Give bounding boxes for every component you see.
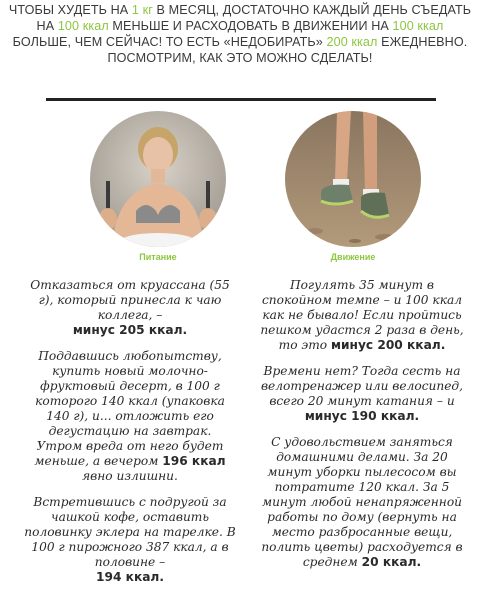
highlight-100kcal: 100 ккал [392, 19, 444, 33]
nutrition-photo [90, 111, 226, 247]
intro-text [6, 2, 474, 66]
nutrition-tip-eclair [24, 495, 236, 585]
movement-caption: Движение [330, 252, 376, 262]
tip-text: Погулять 35 минут в спокойном темпе – и 100 ккал как не бывало! Если пройтись пешком удастся 2 раза в день, то это [260, 278, 464, 352]
intro-text-part: НА [36, 19, 58, 33]
calorie-value: 194 ккал. [95, 570, 164, 584]
tip-text: явно излишни. [82, 469, 178, 483]
movement-column [256, 278, 468, 581]
nutrition-tip-dessert [24, 349, 236, 484]
nutrition-caption: Питание [139, 252, 177, 262]
nutrition-column [24, 278, 236, 596]
intro-text-part: БОЛЬШЕ, ЧЕМ СЕЙЧАС! ТО ЕСТЬ «НЕДОБИРАТЬ» [12, 35, 327, 49]
movement-photo [285, 111, 421, 247]
movement-tip-cycling [256, 364, 468, 424]
tip-text: Встретившись с подругой за чашкой кофе, оставить половинку эклера на тарелке. В 100 г пирожного 387 ккал, а в половине – [24, 495, 236, 569]
intro-line-3 [6, 34, 474, 50]
calorie-value: минус 190 ккал. [304, 409, 420, 423]
highlight-100kcal: 100 ккал [57, 19, 109, 33]
calorie-value: минус 200 ккал. [331, 338, 446, 352]
intro-text-part: В МЕСЯЦ, ДОСТАТОЧНО КАЖДЫЙ ДЕНЬ СЪЕДАТЬ [152, 3, 472, 17]
intro-text-part: ЧТОБЫ ХУДЕТЬ НА [8, 3, 132, 17]
intro-text-part: МЕНЬШЕ И РАСХОДОВАТЬ В ДВИЖЕНИИ НА [108, 19, 393, 33]
intro-line-2 [6, 18, 474, 34]
nutrition-tip-croissant [24, 278, 236, 338]
calorie-value: минус 205 ккал. [72, 323, 188, 337]
section-divider [46, 98, 436, 101]
calorie-value: 196 ккал [162, 454, 226, 468]
intro-line-4: ПОСМОТРИМ, КАК ЭТО МОЖНО СДЕЛАТЬ! [107, 51, 373, 65]
woman-with-cutlery-image [90, 111, 226, 247]
intro-text-part: ЕЖЕДНЕВНО. [377, 35, 468, 49]
tip-text: Времени нет? Тогда сесть на велотренажер или велосипед, всего 20 минут катания – и [260, 364, 464, 408]
running-legs-image [285, 111, 421, 247]
highlight-1kg: 1 кг [131, 3, 153, 17]
intro-line-1 [6, 2, 474, 18]
highlight-200kcal: 200 ккал [326, 35, 378, 49]
calorie-value: 20 ккал. [361, 555, 422, 569]
tip-text: Поддавшись любопытству, купить новый молочно-фруктовый десерт, в 100 г которого 140 ккал (упаковка 140 г), и... отложить его дегустацию на завтрак. Утром вреда от него будет меньше, а вечером [34, 349, 225, 468]
movement-tip-housework [256, 435, 468, 570]
movement-tip-walking [256, 278, 468, 353]
tip-text: С удовольствием заняться домашними делами. За 20 минут уборки пылесосом вы потратите 120 ккал. За 5 минут любой ненапряженной работы по дому (вернуть на место разбросанные вещи, полить цветы) расходуется в среднем [261, 435, 463, 569]
tip-text: Отказаться от круассана (55 г), который принесла к чаю коллега, – [30, 278, 230, 322]
